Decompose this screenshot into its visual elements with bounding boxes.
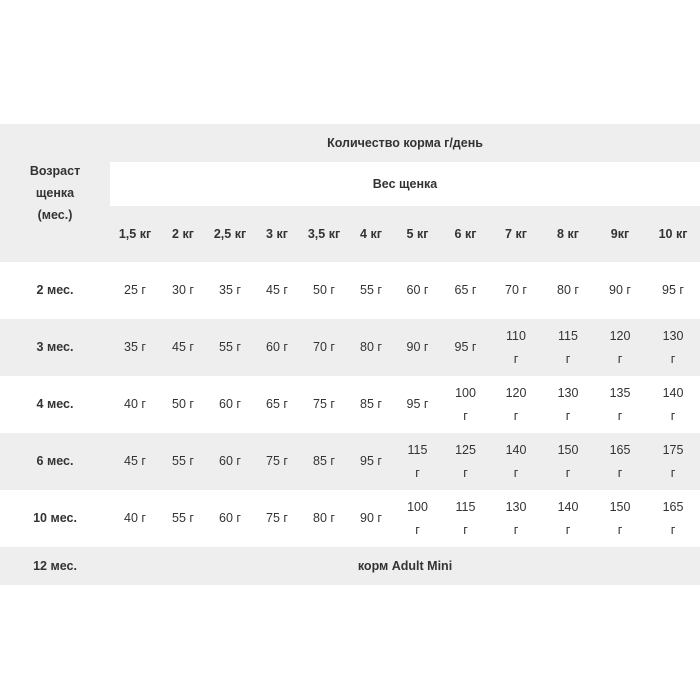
amount-cell <box>490 262 542 319</box>
weight-header-cell <box>348 206 394 262</box>
weight-header-cell <box>110 206 160 262</box>
amount-cell <box>394 376 441 433</box>
table-row <box>0 433 700 490</box>
weight-label: 6 кг <box>454 226 477 241</box>
amount-cell <box>110 433 160 490</box>
amount-cell <box>110 262 160 319</box>
amount-value: 95 г <box>454 340 477 354</box>
table-row <box>0 490 700 547</box>
row-age-cell: 6 мес. <box>36 454 74 468</box>
amount-cell <box>441 376 490 433</box>
table-row <box>0 376 700 433</box>
amount-cell <box>300 262 348 319</box>
amount-value: 85 г <box>360 397 382 411</box>
amount-value: 40 г <box>124 397 146 411</box>
amount-cell <box>490 319 542 376</box>
amount-value: 90 г <box>609 283 631 297</box>
amount-cell <box>110 490 160 547</box>
row-age-cell: 3 мес. <box>36 340 74 354</box>
weight-label: 4 кг <box>360 226 382 241</box>
weight-header-cell <box>300 206 348 262</box>
amount-cell <box>348 262 394 319</box>
amount-cell <box>594 319 646 376</box>
amount-value: 55 г <box>172 454 194 468</box>
amount-cell <box>110 376 160 433</box>
amount-value: 35 г <box>124 340 146 354</box>
amount-value: 95 г <box>406 397 429 411</box>
amount-value: 130 г <box>557 385 579 423</box>
amount-cell <box>300 319 348 376</box>
feed-amount-header: Количество корма г/день <box>110 124 700 162</box>
amount-value: 60 г <box>266 340 288 354</box>
amount-cell <box>254 490 300 547</box>
amount-value: 100 г <box>407 499 428 537</box>
amount-value: 175 г <box>662 442 684 480</box>
amount-value: 140 г <box>557 499 579 537</box>
amount-value: 140 г <box>662 385 684 423</box>
amount-value: 60 г <box>219 511 241 525</box>
weight-label: 2,5 кг <box>213 226 247 241</box>
weight-header-cell <box>594 206 646 262</box>
amount-cell <box>206 262 254 319</box>
row-age-cell: 4 мес. <box>36 397 74 411</box>
amount-value: 55 г <box>219 340 241 354</box>
amount-cell <box>646 490 700 547</box>
amount-cell <box>490 490 542 547</box>
amount-value: 90 г <box>406 340 429 354</box>
amount-value: 40 г <box>124 511 146 525</box>
amount-cell <box>490 433 542 490</box>
amount-cell <box>348 319 394 376</box>
amount-cell <box>206 376 254 433</box>
amount-cell <box>646 319 700 376</box>
amount-cell <box>441 262 490 319</box>
amount-cell <box>441 319 490 376</box>
weight-label: 7 кг <box>505 226 527 241</box>
weight-label: 8 кг <box>557 226 579 241</box>
amount-value: 150 г <box>557 442 579 480</box>
amount-value: 80 г <box>557 283 579 297</box>
amount-cell <box>160 433 206 490</box>
puppy-weight-header: Вес щенка <box>110 162 700 206</box>
amount-cell <box>542 376 594 433</box>
amount-cell <box>254 262 300 319</box>
amount-value: 100 г <box>455 385 476 423</box>
amount-value: 110 г <box>506 328 526 366</box>
weight-header-cell <box>206 206 254 262</box>
amount-value: 130 г <box>662 328 684 366</box>
amount-value: 75 г <box>313 397 335 411</box>
amount-value: 60 г <box>219 397 241 411</box>
amount-cell <box>206 490 254 547</box>
weight-label: 9кг <box>610 226 630 241</box>
amount-cell <box>646 262 700 319</box>
amount-cell <box>542 262 594 319</box>
amount-value: 130 г <box>505 499 527 537</box>
amount-cell <box>160 376 206 433</box>
amount-cell <box>394 262 441 319</box>
table-row <box>0 319 700 376</box>
final-row <box>0 547 700 585</box>
amount-cell <box>160 319 206 376</box>
amount-value: 45 г <box>266 283 288 297</box>
amount-value: 150 г <box>609 499 631 537</box>
weight-header-cell <box>490 206 542 262</box>
data-rows <box>0 262 700 547</box>
amount-cell <box>542 319 594 376</box>
amount-cell <box>110 319 160 376</box>
amount-value: 120 г <box>609 328 631 366</box>
final-row-age: 12 мес. <box>33 558 77 573</box>
weight-header-cell <box>441 206 490 262</box>
amount-cell <box>300 490 348 547</box>
adult-food-note: корм Adult Mini <box>357 558 453 573</box>
amount-value: 165 г <box>609 442 631 480</box>
amount-cell <box>206 319 254 376</box>
amount-value: 75 г <box>266 454 288 468</box>
amount-value: 45 г <box>124 454 146 468</box>
amount-cell <box>300 376 348 433</box>
amount-cell <box>646 376 700 433</box>
amount-value: 30 г <box>172 283 194 297</box>
weight-label: 3,5 кг <box>307 226 341 241</box>
amount-value: 115 г <box>558 328 578 366</box>
amount-cell <box>254 433 300 490</box>
amount-cell <box>594 490 646 547</box>
amount-cell <box>490 376 542 433</box>
weight-label: 3 кг <box>266 226 288 241</box>
amount-value: 85 г <box>313 454 335 468</box>
amount-cell <box>160 490 206 547</box>
amount-cell <box>594 433 646 490</box>
amount-cell <box>394 490 441 547</box>
amount-value: 80 г <box>360 340 382 354</box>
row-age-cell: 10 мес. <box>33 511 77 525</box>
amount-value: 50 г <box>313 283 335 297</box>
amount-value: 90 г <box>360 511 382 525</box>
amount-value: 70 г <box>505 283 527 297</box>
weight-header-cell <box>646 206 700 262</box>
feeding-table <box>0 124 700 585</box>
amount-cell <box>300 433 348 490</box>
weight-header-cell <box>254 206 300 262</box>
table-row <box>0 262 700 319</box>
amount-cell <box>594 376 646 433</box>
amount-cell <box>254 376 300 433</box>
amount-cell <box>254 319 300 376</box>
amount-value: 80 г <box>313 511 335 525</box>
amount-value: 95 г <box>360 454 382 468</box>
amount-value: 70 г <box>313 340 335 354</box>
amount-value: 115 г <box>455 499 476 537</box>
amount-cell <box>542 433 594 490</box>
amount-value: 65 г <box>454 283 477 297</box>
weight-label: 2 кг <box>172 226 194 241</box>
amount-value: 95 г <box>662 283 684 297</box>
amount-cell <box>441 490 490 547</box>
amount-cell <box>646 433 700 490</box>
amount-cell <box>348 490 394 547</box>
age-column-header: Возраст щенка (мес.) <box>0 124 110 262</box>
amount-cell <box>348 376 394 433</box>
amount-value: 75 г <box>266 511 288 525</box>
amount-value: 65 г <box>266 397 288 411</box>
amount-value: 60 г <box>219 454 241 468</box>
amount-cell <box>348 433 394 490</box>
amount-value: 60 г <box>406 283 429 297</box>
amount-value: 120 г <box>505 385 527 423</box>
amount-cell <box>160 262 206 319</box>
amount-value: 35 г <box>219 283 241 297</box>
amount-cell <box>394 319 441 376</box>
weight-label: 1,5 кг <box>118 226 152 241</box>
weight-header-cell <box>160 206 206 262</box>
amount-value: 25 г <box>124 283 146 297</box>
amount-value: 135 г <box>609 385 631 423</box>
amount-cell <box>542 490 594 547</box>
amount-cell <box>441 433 490 490</box>
amount-value: 125 г <box>455 442 476 480</box>
amount-cell <box>206 433 254 490</box>
amount-value: 55 г <box>360 283 382 297</box>
amount-cell <box>394 433 441 490</box>
amount-value: 140 г <box>505 442 527 480</box>
amount-value: 165 г <box>662 499 684 537</box>
row-age-cell: 2 мес. <box>36 283 74 297</box>
amount-value: 115 г <box>407 442 428 480</box>
amount-value: 55 г <box>172 511 194 525</box>
amount-value: 50 г <box>172 397 194 411</box>
weight-header-cell <box>394 206 441 262</box>
weight-label: 10 кг <box>658 226 688 241</box>
weight-label: 5 кг <box>406 226 429 241</box>
amount-cell <box>594 262 646 319</box>
amount-value: 45 г <box>172 340 194 354</box>
weight-header-cell <box>542 206 594 262</box>
